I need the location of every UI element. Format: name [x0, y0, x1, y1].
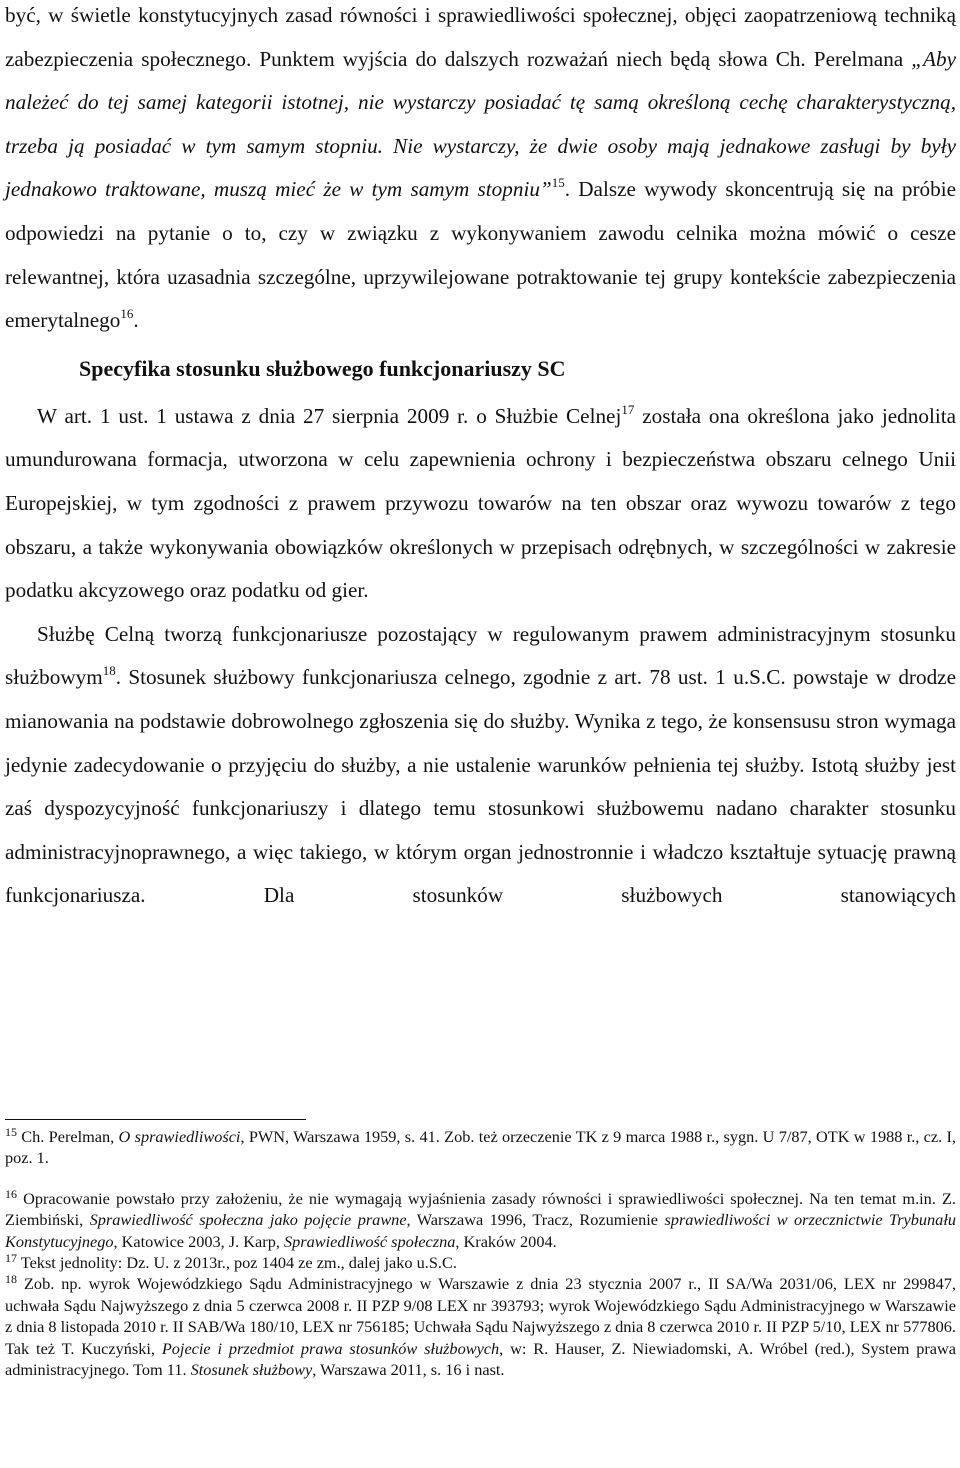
- paragraph-text: być, w świetle konstytucyjnych zasad równości i sprawiedliwości społecznej, objęci zaopatrzeniową techniką zabezpieczenia społecznego. Punktem wyjścia do dalszych rozważań niech będą słowa Ch. Perelmana: [5, 3, 956, 71]
- footnote-ref-18[interactable]: 18: [102, 663, 116, 679]
- footnote-15: [5, 1126, 956, 1169]
- paragraph-text: została ona określona jako jednolita umundurowana formacja, utworzona w celu zapewnienia ochrony i bezpieczeństwa obszaru celnego Unii Europejskiej, w tym zgodności z prawem przywozu towarów na ten obszar oraz wywozu towarów z tego obszaru, a także wykonywania obowiązków określonych w przepisach odrębnych, w szczególności w zakresie podatku akcyzowego oraz podatku od gier.: [5, 403, 957, 603]
- footnote-title: Pojecie i przedmiot prawa stosunków służbowych: [161, 1338, 500, 1358]
- footnote-text: , Katowice 2003, J. Karp,: [113, 1231, 284, 1251]
- footnote-number: 16: [5, 1186, 17, 1201]
- paragraph-text: . Stosunek służbowy funkcjonariusza celnego, zgodnie z art. 78 ust. 1 u.S.C. powstaje w drodze mianowania na podstawie dobrowolnego zgłoszenia się do służby. Wynika z tego, że konsensusu stron wymaga jedynie zadecydowanie o przyjęciu do służby, a nie ustalenie warunków pełnienia tej służby. Istotą służby jest zaś dyspozycyjność funkcjonariuszy i dlatego temu stosunkowi służbowemu nadano charakter stosunku administracyjnoprawnego, a więc takiego, w którym organ jednostronnie i władczo kształtuje sytuację prawną funkcjonariusza. Dla stosunków służbowych stanowiących: [5, 665, 956, 908]
- perelman-quote: „Aby należeć do tej samej kategorii istotnej, nie wystarczy posiadać tę samą określoną cechę charakterystyczną, trzeba ją posiadać w tym samym stopniu. Nie wystarczy, że dwie osoby mają jednakowe zasługi by były jednakowo traktowane, muszą mieć że w tym samym stopniu”: [5, 46, 956, 202]
- footnote-title: Stosunek służbowy: [190, 1360, 313, 1380]
- footnote-16: [5, 1188, 956, 1252]
- footnote-title: Sprawiedliwość społeczna jako pojęcie prawne: [89, 1210, 407, 1230]
- footnote-text: , Kraków 2004.: [455, 1231, 557, 1251]
- footnote-title: O sprawiedliwości: [118, 1127, 241, 1146]
- footnote-number: 17: [5, 1251, 17, 1266]
- footnote-text: Zob. np. wyrok Wojewódzkiego Sądu Administracyjnego w Warszawie z dnia 23 stycznia 2007 r., II SA/Wa 2031/06, LEX nr 299847, uchwała Sądu Najwyższego z dnia 5 czerwca 2008 r. II PZP 9/08 LEX nr 393793; wyrok Wojewódzkiego Sądu Administracyjnego w Warszawie z dnia 8 listopada 2010 r. II SAB/Wa 180/10, LEX nr 756185; Uchwała Sądu Najwyższego z dnia 8 czerwca 2010 r. II PZP 5/10, LEX nr 577806. Tak też T. Kuczyński,: [5, 1274, 956, 1358]
- footnote-text: , w: R. Hauser, Z. Niewiadomski, A. Wróbel (red.), System prawa administracyjnego. Tom 11.: [5, 1338, 956, 1380]
- footnote-number: 15: [5, 1125, 17, 1139]
- paragraph-stosunek: [5, 613, 956, 918]
- footnote-ref-17[interactable]: 17: [621, 401, 635, 417]
- paragraph-text: . Dalsze wywody skoncentrują się na próbie odpowiedzi na pytanie o to, czy w związku z wykonywaniem zawodu celnika można mówić o cesze relewantnej, która uzasadnia szczególne, uprzywilejowane potraktowanie tej grupy kontekście zabezpieczenia emerytalnego: [5, 177, 956, 333]
- footnote-title: sprawiedliwości w orzecznictwie Trybunału Konstytucyjnego: [5, 1210, 956, 1251]
- footnote-text: Ch. Perelman,: [17, 1127, 119, 1146]
- paragraph-text: W art. 1 ust. 1 ustawa z dnia 27 sierpnia 2009 r. o Służbie Celnej: [37, 403, 622, 428]
- paragraph-text: .: [133, 308, 139, 333]
- footnote-separator: [5, 1119, 306, 1120]
- footnote-title: Sprawiedliwość społeczna: [283, 1231, 456, 1251]
- footnote-text: Opracowanie powstało przy założeniu, że nie wymagają wyjaśnienia zasady równości i sprawiedliwości społecznej. Na ten temat m.in. Z. Ziembiński,: [5, 1188, 956, 1230]
- footnote-ref-16[interactable]: 16: [120, 306, 134, 322]
- footnote-18: [5, 1273, 956, 1380]
- footnote-text: , Warszawa 2011, s. 16 i nast.: [312, 1360, 505, 1380]
- footnote-ref-15[interactable]: 15: [551, 175, 565, 191]
- footnotes: [5, 1126, 956, 1380]
- paragraph-perelman: [5, 0, 956, 343]
- paragraph-art1: [5, 395, 956, 613]
- footnote-text: , Warszawa 1996, Tracz, Rozumienie: [406, 1210, 665, 1230]
- footnote-text: , PWN, Warszawa 1959, s. 41. Zob. też orzeczenie TK z 9 marca 1988 r., sygn. U 7/87, OTK w 1988 r., cz. I, poz. 1.: [5, 1127, 956, 1168]
- main-text: [5, 0, 956, 918]
- footnote-text: Tekst jednolity: Dz. U. z 2013r., poz 1404 ze zm., dalej jako u.S.C.: [17, 1253, 457, 1273]
- section-heading: Specyfika stosunku służbowego funkcjonariuszy SC: [79, 355, 566, 381]
- footnote-17: [5, 1252, 956, 1273]
- paragraph-text: Służbę Celną tworzą funkcjonariusze pozostający w regulowanym prawem administracyjnym stosunku służbowym: [5, 621, 956, 690]
- footnote-number: 18: [5, 1272, 17, 1287]
